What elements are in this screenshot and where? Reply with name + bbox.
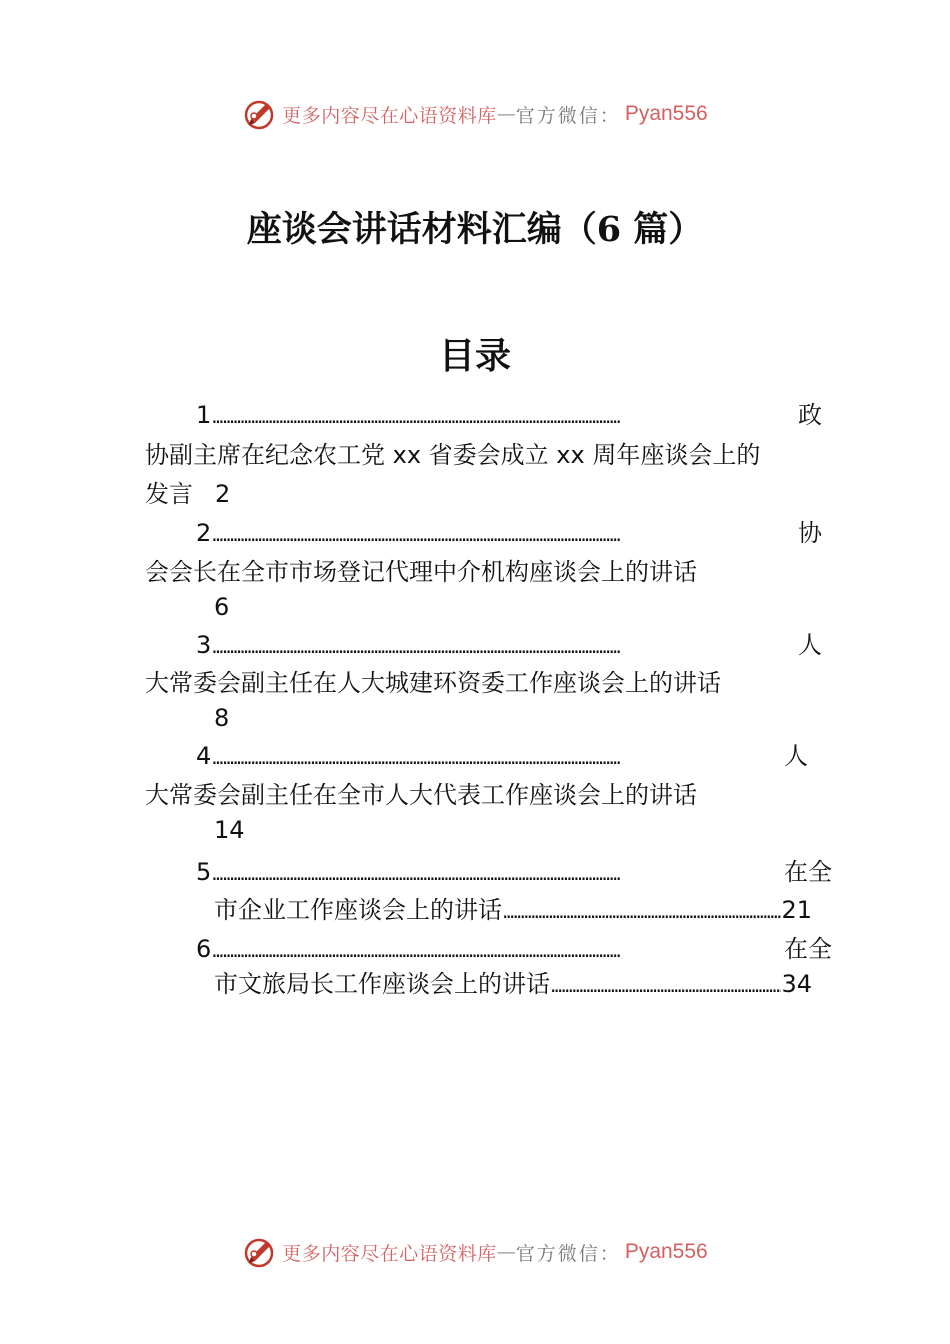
toc-entry-5-dots: [211, 857, 784, 888]
toc-entry-3-line-1[interactable]: 大常委会副主任在人大城建环资委工作座谈会上的讲话: [145, 669, 721, 697]
toc-entry-2-first: 协: [798, 519, 822, 547]
toc-entry-2-dots: [211, 518, 798, 549]
toc-entry-3-page: 8: [214, 704, 230, 732]
toc-entry-6-page: 34: [781, 970, 812, 998]
toc-entry-4-leader[interactable]: [196, 741, 808, 772]
banner-dash: —: [496, 103, 516, 125]
toc-entry-2-page: 6: [214, 593, 230, 621]
pen-logo-icon: [242, 97, 276, 131]
toc-entry-2-line-1[interactable]: 会会长在全市市场登记代理中介机构座谈会上的讲话: [145, 558, 697, 586]
toc-entry-4-line-1[interactable]: 大常委会副主任在全市人大代表工作座谈会上的讲话: [145, 781, 697, 809]
banner-official-label: 官方微信：: [515, 104, 621, 127]
banner-dash: —: [496, 1241, 516, 1263]
document-title: 座谈会讲话材料汇编（6 篇）: [246, 209, 704, 250]
toc-entry-5-first: 在全: [784, 858, 832, 886]
toc-entry-5-page: 21: [781, 896, 812, 924]
toc-entry-6-first: 在全: [784, 935, 832, 963]
toc-entry-6-leader[interactable]: [196, 934, 832, 965]
banner-text: 更多内容尽在心语资料库: [282, 1242, 497, 1265]
footer-banner: [0, 1232, 950, 1272]
toc-entry-1-number: 1: [196, 401, 212, 429]
banner-wechat-id: Pyan556: [624, 102, 708, 125]
toc-entry-1-page: 2: [215, 480, 231, 508]
toc-entry-4-page: 14: [214, 816, 245, 844]
header-banner: [0, 94, 950, 134]
toc-entry-6-number: 6: [196, 935, 212, 963]
toc-entry-4-number: 4: [196, 742, 212, 770]
toc-entry-2-leader[interactable]: [196, 518, 822, 549]
toc-entry-1-leader[interactable]: [196, 400, 822, 431]
toc-entry-6-dots: [211, 934, 784, 965]
toc-entry-2-number: 2: [196, 519, 212, 547]
toc-entry-1-line-1[interactable]: 协副主席在纪念农工党 xx 省委会成立 xx 周年座谈会上的: [145, 441, 761, 469]
toc-entry-5-leader[interactable]: [196, 857, 832, 888]
toc-entry-3-leader[interactable]: [196, 630, 822, 661]
banner-wechat-id: Pyan556: [624, 1240, 708, 1263]
banner-official-label: 官方微信：: [515, 1242, 621, 1265]
toc-entry-5-number: 5: [196, 858, 212, 886]
pen-logo-icon: [242, 1235, 276, 1269]
toc-entry-1-first: 政: [798, 401, 822, 429]
toc-entry-3-number: 3: [196, 631, 212, 659]
toc-entry-3-dots: [211, 630, 798, 661]
toc-entry-3-first: 人: [798, 631, 822, 659]
toc-entry-6-line-1[interactable]: 市文旅局长工作座谈会上的讲话 . . . 34: [214, 969, 812, 1000]
toc-entry-5-line-1[interactable]: 市企业工作座谈会上的讲话 . . . 21: [214, 895, 812, 926]
toc-entry-4-dots: [211, 741, 784, 772]
toc-entry-1-line-2[interactable]: 发言 2: [145, 480, 231, 508]
toc-heading: 目录: [438, 335, 511, 377]
toc-entry-1-dots: [211, 400, 798, 431]
banner-text: 更多内容尽在心语资料库: [282, 104, 497, 127]
toc-entry-4-first: 人: [784, 742, 808, 770]
